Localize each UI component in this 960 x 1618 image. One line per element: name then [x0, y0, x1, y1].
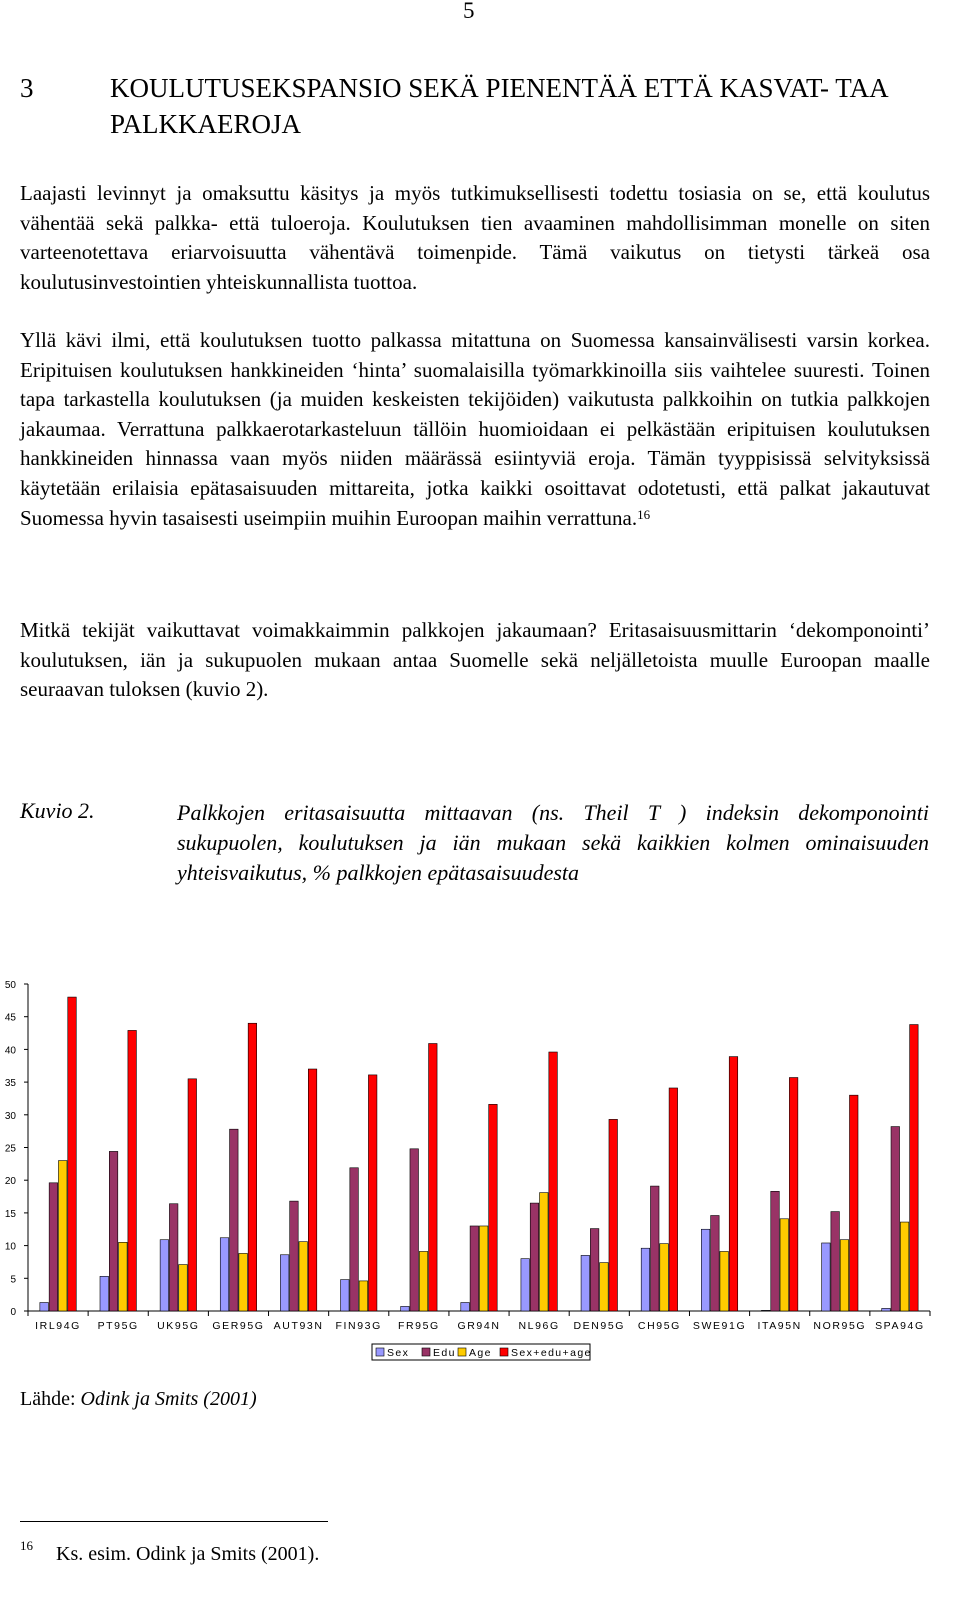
bar-age [299, 1242, 308, 1311]
x-tick-label: FR95G [397, 1320, 440, 1332]
bar-edu [290, 1201, 299, 1311]
bar-edu [711, 1216, 720, 1311]
bar-age [540, 1193, 549, 1311]
bar-sex [401, 1306, 410, 1311]
bar-sex-edu-age [789, 1078, 798, 1311]
page-number: 5 [463, 0, 475, 23]
bar-edu [651, 1186, 660, 1311]
bar-sex-edu-age [729, 1057, 738, 1311]
y-tick-label: 0 [10, 1307, 16, 1318]
x-tick-label: SWE91G [692, 1320, 747, 1332]
paragraph-2 [20, 326, 930, 533]
bar-sex-edu-age [368, 1075, 377, 1311]
y-tick-label: 15 [4, 1208, 16, 1220]
legend-swatch [376, 1348, 384, 1356]
source-line [20, 1388, 257, 1411]
bar-age [359, 1281, 368, 1311]
figure-caption: Palkkojen eritasaisuutta mittaavan (ns. Theil T ) indeksin dekomponointi sukupuolen, koulutuksen ja iän mukaan sekä kaikkien kolmen ominaisuuden yhteisvaikutus, % palkkojen epätasaisuudesta [177, 800, 929, 885]
bar-sex-edu-age [549, 1052, 558, 1311]
x-tick-label: UK95G [157, 1320, 200, 1332]
bar-age [239, 1253, 248, 1311]
bar-sex [701, 1229, 710, 1311]
x-tick-label: ITA95N [757, 1320, 802, 1332]
bar-age [600, 1263, 609, 1311]
bar-sex [822, 1243, 831, 1311]
bar-sex-edu-age [489, 1104, 498, 1311]
bar-sex [220, 1238, 229, 1311]
section-title: KOULUTUSEKSPANSIO SEKÄ PIENENTÄÄ ETTÄ KASVAT- TAA PALKKAEROJA [110, 73, 888, 139]
y-tick-label: 50 [4, 980, 16, 991]
bar-edu [771, 1191, 780, 1311]
x-tick-label: DEN95G [573, 1320, 626, 1332]
bar-age [179, 1265, 188, 1311]
paragraph-1: Laajasti levinnyt ja omaksuttu käsitys ja myös tutkimuksellisesti todettu tosiasia on se, että koulutus vähentää sekä palkka- että tuloeroja. Koulutuksen tien avaaminen mahdollisimman monelle on siten varteenotettava eriarvoisuutta vähentävä toimenpide. Tämä vaikutus on tietysti tärkeä osa koulutusinvestointien yhteiskunnallista tuottoa. [20, 181, 930, 294]
x-tick-label: NOR95G [813, 1320, 867, 1332]
y-tick-label: 5 [10, 1274, 16, 1286]
footnote-divider [20, 1521, 328, 1522]
y-tick-label: 25 [4, 1143, 16, 1155]
y-tick-label: 35 [4, 1078, 16, 1090]
bar-sex [641, 1248, 650, 1311]
bar-sex-edu-age [609, 1119, 618, 1311]
x-tick-label: PT95G [97, 1320, 139, 1332]
bar-sex [761, 1310, 770, 1311]
y-tick-label: 45 [4, 1012, 16, 1024]
x-tick-label: GR94N [457, 1320, 501, 1332]
bar-edu [169, 1204, 178, 1311]
bar-sex-edu-age [128, 1030, 136, 1311]
bar-age [58, 1161, 67, 1311]
bar-sex [160, 1240, 169, 1311]
bar-edu [891, 1127, 900, 1311]
bar-sex [100, 1276, 109, 1311]
x-tick-label: AUT93N [273, 1320, 324, 1332]
source-reference: Odink ja Smits (2001) [80, 1388, 257, 1410]
figure-label: Kuvio 2. [20, 798, 95, 823]
x-tick-label: SPA94G [875, 1320, 925, 1332]
paragraph-3: Mitkä tekijät vaikuttavat voimakkaimmin palkkojen jakaumaan? Eritasaisuusmittarin ‘dekomponointi’ koulutuksen, iän ja sukupuolen mukaan antaa Suomelle sekä neljälletoista muulle Euroopan maalle seuraavan tuloksen (kuvio 2). [20, 618, 930, 702]
bar-edu [590, 1229, 599, 1311]
bar-edu [109, 1151, 118, 1311]
bar-chart [0, 972, 960, 1372]
bar-sex-edu-age [308, 1069, 317, 1311]
bar-age [419, 1251, 428, 1311]
bar-sex [882, 1308, 891, 1311]
bar-sex-edu-age [850, 1095, 859, 1311]
bar-sex-edu-age [669, 1088, 678, 1311]
y-tick-label: 30 [4, 1110, 16, 1122]
source-label: Lähde: [20, 1388, 76, 1410]
x-tick-label: GER95G [212, 1320, 265, 1332]
bar-edu [831, 1212, 840, 1311]
bar-age [479, 1226, 488, 1311]
y-tick-label: 20 [4, 1176, 16, 1188]
bar-age [660, 1244, 669, 1311]
y-tick-label: 10 [4, 1241, 16, 1253]
bar-sex [521, 1259, 530, 1311]
bar-sex-edu-age [429, 1044, 438, 1311]
bar-edu [530, 1203, 539, 1311]
bar-sex-edu-age [248, 1023, 257, 1311]
bar-sex [280, 1255, 289, 1311]
legend-label: Age [469, 1347, 492, 1359]
x-tick-label: CH95G [637, 1320, 681, 1332]
bar-sex-edu-age [910, 1025, 919, 1311]
bar-sex [581, 1255, 590, 1311]
legend-swatch [500, 1348, 508, 1356]
footnote-text: Ks. esim. Odink ja Smits (2001). [56, 1543, 320, 1565]
bar-age [840, 1240, 849, 1311]
x-tick-label: FIN93G [335, 1320, 382, 1332]
bar-age [119, 1242, 128, 1311]
y-tick-label: 40 [4, 1045, 16, 1057]
bar-edu [470, 1226, 479, 1311]
section-number: 3 [20, 73, 34, 103]
bar-sex [461, 1302, 470, 1311]
bar-sex-edu-age [188, 1079, 197, 1311]
bar-edu [49, 1183, 58, 1311]
legend-swatch [422, 1348, 430, 1356]
legend-label: Sex [387, 1347, 410, 1359]
bar-edu [230, 1129, 239, 1311]
section-heading [20, 70, 935, 142]
x-tick-label: NL96G [518, 1320, 560, 1332]
bar-age [780, 1219, 789, 1311]
bar-sex-edu-age [68, 997, 77, 1311]
footnote-reference[interactable]: 16 [637, 506, 651, 522]
bar-edu [410, 1149, 419, 1311]
legend-label: Edu [433, 1347, 456, 1359]
bar-age [720, 1251, 729, 1311]
x-tick-label: IRL94G [35, 1320, 81, 1332]
paragraph-2-text: Yllä kävi ilmi, että koulutuksen tuotto palkassa mitattuna on Suomessa kansainvälisesti varsin korkea. Eripituisen koulutuksen hankkineiden ‘hinta’ suomalaisilla työmarkkinoilla siis vaihtelee suuresti. Toinen tapa tarkastella koulutuksen (ja muiden keskeisten tekijöiden) vaikutusta palkkoihin on tutkia palkkojen jakaumaa. Verrattuna palkkaerotarkasteluun tällöin huomioidaan ei pelkästään eripituisen koulutuksen hankkineiden hinnassa vaan myös niiden määrässä esiintyviä eroja. Tämän tyyppisissä selvityksissä käytetään erilaisia epätasaisuuden mittareita, jotka kaikki osoittavat odotetusti, että palkat jakautuvat Suomessa hyvin tasaisesti useimpiin muihin Euroopan maihin verrattuna. [20, 328, 930, 530]
legend-label: Sex+edu+age [511, 1347, 592, 1359]
bar-sex [40, 1302, 49, 1311]
bar-sex [341, 1280, 350, 1311]
legend-swatch [458, 1348, 466, 1356]
bar-edu [350, 1168, 359, 1311]
bar-age [900, 1222, 909, 1311]
footnote-number: 16 [20, 1538, 33, 1553]
